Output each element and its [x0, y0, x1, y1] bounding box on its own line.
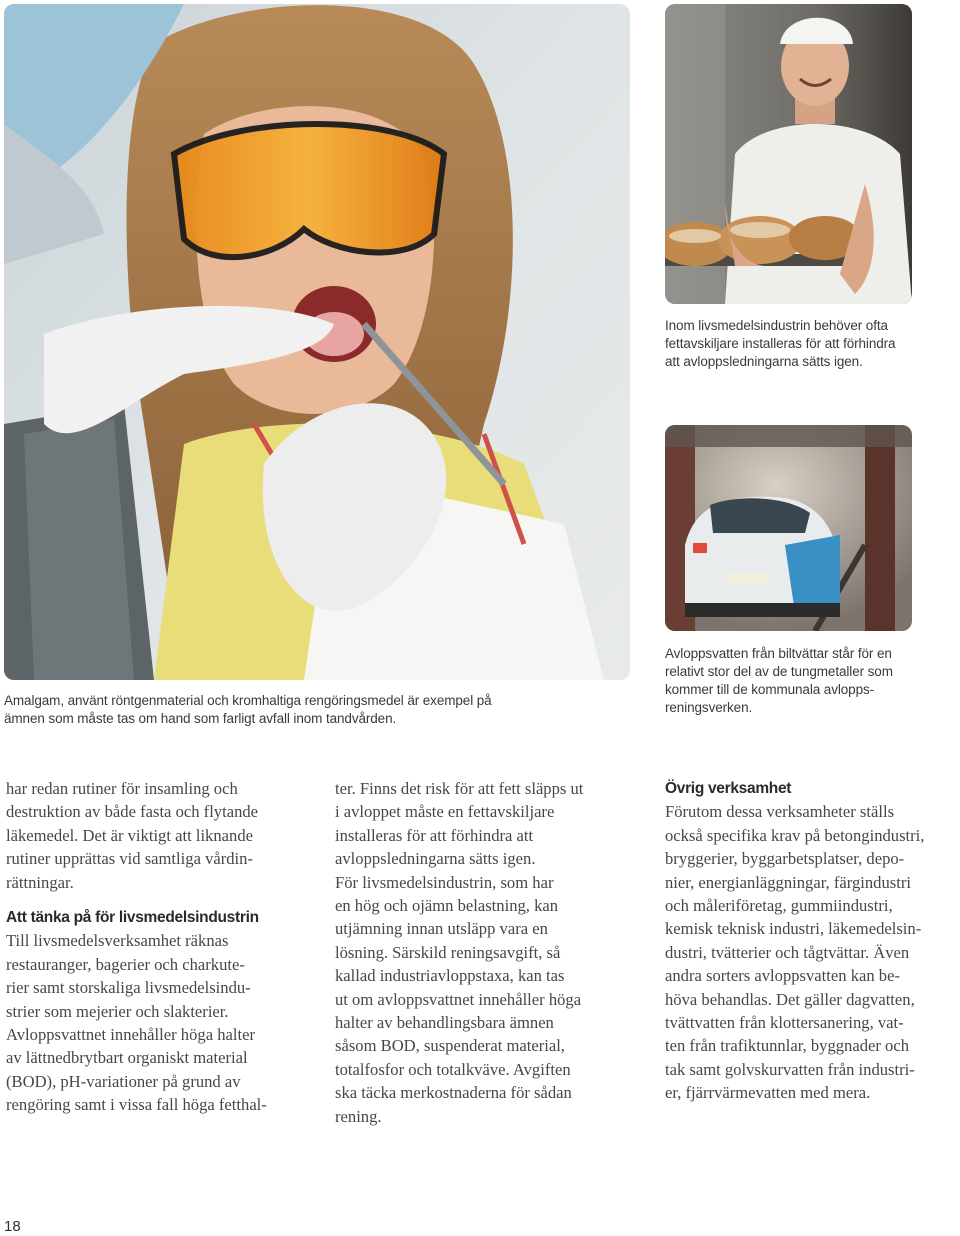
body-line: Till livsmedelsverksamhet räknas [6, 931, 229, 951]
caption-line: ämnen som måste tas om hand som farligt avfall inom tandvården. [4, 711, 397, 726]
body-line: ten från trafiktunnlar, byggnader och [665, 1036, 909, 1056]
body-line: halter av behandlingsbara ämnen [335, 1013, 554, 1033]
caption-line: fettavskiljare installeras för att förhindra [665, 336, 896, 351]
body-line: rening. [335, 1106, 382, 1126]
carwash-photo-caption [665, 645, 893, 717]
page-number: 18 [4, 1218, 21, 1235]
body-line: i avloppet måste en fettavskiljare [335, 802, 555, 822]
text-column-2 [335, 777, 583, 1128]
section-heading-other-activities: Övrig verksamhet [665, 780, 792, 797]
body-line: kemisk teknisk industri, läkemedelsin- [665, 919, 922, 939]
body-line: er, fjärrvärmevatten med mera. [665, 1083, 871, 1103]
carwash-photo [665, 425, 912, 631]
body-line: (BOD), pH-variationer på grund av [6, 1071, 241, 1091]
body-line: bryggerier, byggarbetsplatser, depo- [665, 849, 905, 869]
caption-line: reningsverken. [665, 700, 753, 715]
body-line: utjämning innan utsläpp vara en [335, 919, 548, 939]
section-heading-food-industry: Att tänka på för livsmedelsindustrin [6, 909, 259, 927]
caption-line: Avloppsvatten från biltvättar står för en [665, 646, 892, 661]
body-line: totalfosfor och totalkväve. Avgiften [335, 1059, 571, 1079]
body-line: rättningar. [6, 872, 74, 892]
body-line: Avloppsvattnet innehåller höga halter [6, 1025, 255, 1045]
body-line: också specifika krav på betongindustri, [665, 825, 925, 845]
dentist-photo [4, 4, 630, 680]
body-line: läkemedel. Det är viktigt att liknande [6, 825, 253, 845]
body-line: ter. Finns det risk för att fett släpps ut [335, 779, 584, 798]
body-line: rutiner upprättas vid samtliga vårdin- [6, 849, 253, 869]
body-line: och måleriföretag, gummiindustri, [665, 896, 893, 916]
body-line: av lättnedbrytbart organiskt material [6, 1048, 248, 1068]
text-column-1 [6, 777, 267, 1117]
body-line: tak samt golvskurvatten från industri- [665, 1059, 915, 1079]
body-line: restauranger, bagerier och charkute- [6, 954, 245, 974]
body-line: ska täcka merkostnaderna för sådan [335, 1083, 572, 1103]
body-line: lösning. Särskild reningsavgift, så [335, 942, 561, 962]
body-line: installeras för att förhindra att [335, 825, 534, 845]
body-line: tvättvatten från klottersanering, vat- [665, 1013, 904, 1033]
body-line: dustri, tvätterier och tågtvättar. Även [665, 942, 910, 962]
text-column-3 [665, 777, 924, 1105]
body-line: avloppsledningarna sätts igen. [335, 849, 536, 869]
body-line: destruktion av både fasta och flytande [6, 802, 259, 822]
body-line: nier, energianläggningar, färgindustri [665, 872, 911, 892]
body-line: För livsmedelsindustrin, som har [335, 872, 554, 892]
body-line: rengöring samt i vissa fall höga fetthal- [6, 1095, 267, 1115]
body-line: såsom BOD, suspenderat material, [335, 1036, 565, 1056]
caption-line: Amalgam, använt röntgenmaterial och kromhaltiga rengöringsmedel är exempel på [4, 693, 492, 708]
body-line: höva behandlas. Det gäller dagvatten, [665, 989, 915, 1009]
dentist-photo-caption [4, 692, 492, 728]
caption-line: att avloppsledningarna sätts igen. [665, 354, 863, 369]
caption-line: relativt stor del av de tungmetaller som [665, 664, 893, 679]
body-line: ut om avloppsvattnet innehåller höga [335, 989, 582, 1009]
body-line: kallad industriavloppstaxa, kan tas [335, 966, 565, 986]
caption-line: Inom livsmedelsindustrin behöver ofta [665, 318, 888, 333]
baker-photo-caption [665, 317, 895, 371]
body-line: en hög och ojämn belastning, kan [335, 896, 559, 916]
body-line: Förutom dessa verksamheter ställs [665, 802, 895, 822]
body-line: strier som mejerier och slakterier. [6, 1001, 229, 1021]
body-line: andra sorters avloppsvatten kan be- [665, 966, 900, 986]
caption-line: kommer till de kommunala avlopps- [665, 682, 875, 697]
body-line: har redan rutiner för insamling och [6, 779, 238, 798]
baker-photo [665, 4, 912, 304]
body-line: rier samt storskaliga livsmedelsindu- [6, 978, 251, 998]
